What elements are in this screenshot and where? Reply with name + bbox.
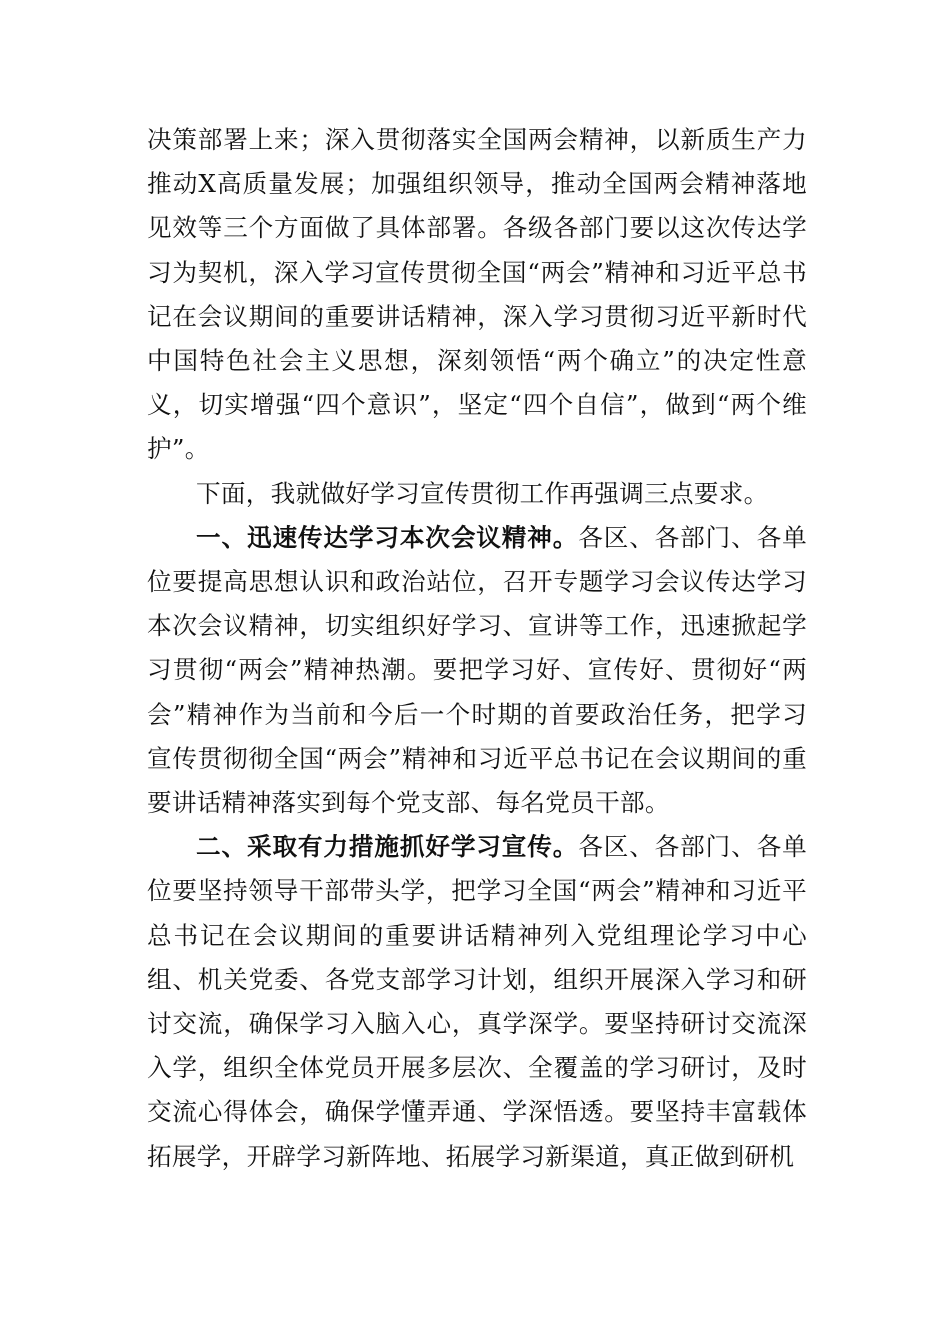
paragraph-text: 各区、各部门、各单位要提高思想认识和政治站位，召开专题学习会议传达学习本次会议精神，切实组织好学习、宣讲等工作，迅速掀起学习贯彻“两会”精神热潮。要把学习好、宣传好、贯彻好“两会”精神作为当前和今后一个时期的首要政治任务，把学习宣传贯彻彻全国“两会”精神和习近平总书记在会议期间的重要讲话精神落实到每个党支部、每名党员干部。 <box>147 522 807 818</box>
paragraph-text: 各区、各部门、各单位要坚持领导干部带头学，把学习全国“两会”精神和习近平总书记在会议期间的重要讲话精神列入党组理论学习中心组、机关党委、各党支部学习计划，组织开展深入学习和研讨交流，确保学习入脑入心，真学深学。要坚持研讨交流深入学，组织全体党员开展多层次、全覆盖的学习研讨，及时交流心得体会，确保学懂弄通、学深悟透。要坚持丰富载体拓展学，开辟学习新阵地、拓展学习新渠道，真正做到研机 <box>147 832 807 1171</box>
paragraph-intro <box>147 472 807 516</box>
paragraph-text: 下面，我就做好学习宣传贯彻工作再强调三点要求。 <box>196 478 769 508</box>
paragraph-point-two <box>147 825 807 1179</box>
paragraph-continuation <box>147 118 807 472</box>
document-body <box>147 118 807 1179</box>
point-heading: 二、采取有力措施抓好学习宣传。 <box>196 832 579 862</box>
point-heading: 一、迅速传达学习本次会议精神。 <box>196 522 579 552</box>
paragraph-text: 决策部署上来；深入贯彻落实全国两会精神，以新质生产力推动X高质量发展；加强组织领导，推动全国两会精神落地见效等三个方面做了具体部署。各级各部门要以这次传达学习为契机，深入学习宣传贯彻全国“两会”精神和习近平总书记在会议期间的重要讲话精神，深入学习贯彻习近平新时代中国特色社会主义思想，深刻领悟“两个确立”的决定性意义，切实增强“四个意识”，坚定“四个自信”，做到“两个维护”。 <box>147 125 807 464</box>
paragraph-point-one <box>147 516 807 825</box>
